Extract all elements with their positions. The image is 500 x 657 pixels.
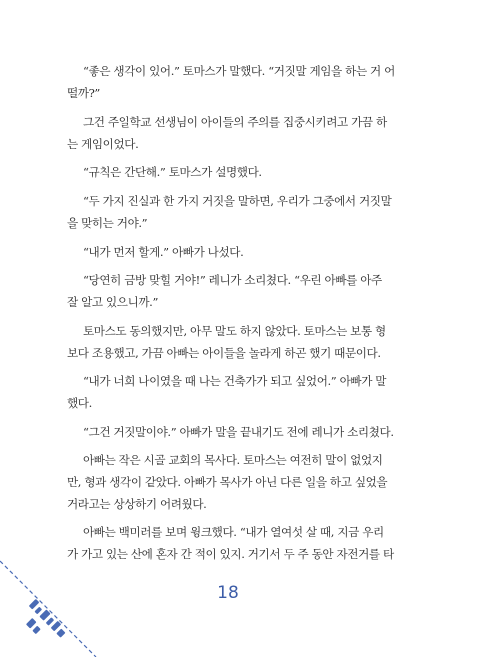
text-line: “좋은 생각이 있어.” 토마스가 말했다. “거짓말 게임을 하는 거 어 [83, 64, 395, 78]
text-line: “내가 너희 나이였을 때 나는 건축가가 되고 싶었어.” 아빠가 말 [83, 374, 387, 388]
page-number: 18 [217, 583, 239, 603]
corner-stamp-graphic [0, 555, 110, 657]
text-line: 잘 알고 있으니까.” [67, 295, 158, 309]
text-line: 그건 주일학교 선생님이 아이들의 주의를 집중시키려고 가끔 하 [83, 115, 387, 129]
text-line: “두 가지 진실과 한 가지 거짓을 말하면, 우리가 그중에서 거짓말 [83, 194, 392, 208]
text-line: 했다. [67, 396, 92, 410]
text-line: 아빠는 작은 시골 교회의 목사다. 토마스는 여전히 말이 없었지 [83, 453, 383, 467]
text-line: 거라고는 상상하기 어려웠다. [67, 497, 207, 511]
text-line: 보다 조용했고, 가끔 아빠는 아이들을 놀라게 하곤 했기 때문이다. [67, 346, 381, 360]
text-line: 아빠는 백미러를 보며 윙크했다. “내가 열여섯 살 때, 지금 우리 [83, 525, 384, 539]
text-line: 토마스도 동의했지만, 아무 말도 하지 않았다. 토마스는 보통 형 [83, 324, 386, 338]
text-line: 가 가고 있는 산에 혼자 간 적이 있지. 거기서 두 주 동안 자전거를 타 [67, 547, 394, 561]
text-line: 만, 형과 생각이 같았다. 아빠가 목사가 아닌 다른 일을 하고 싶었을 [67, 475, 388, 489]
text-line: 떨까?” [67, 86, 100, 100]
text-line: 을 맞히는 거야.” [67, 216, 148, 230]
text-line: “그건 거짓말이야.” 아빠가 말을 끝내기도 전에 레니가 소리쳤다. [83, 425, 394, 439]
text-line: “규칙은 간단해.” 토마스가 설명했다. [83, 165, 262, 179]
text-line: “내가 먼저 할게.” 아빠가 나섰다. [83, 245, 244, 259]
text-line: 는 게임이었다. [67, 137, 139, 151]
text-line: “당연히 금방 맞힐 거야!” 레니가 소리쳤다. “우린 아빠를 아주 [83, 273, 382, 287]
